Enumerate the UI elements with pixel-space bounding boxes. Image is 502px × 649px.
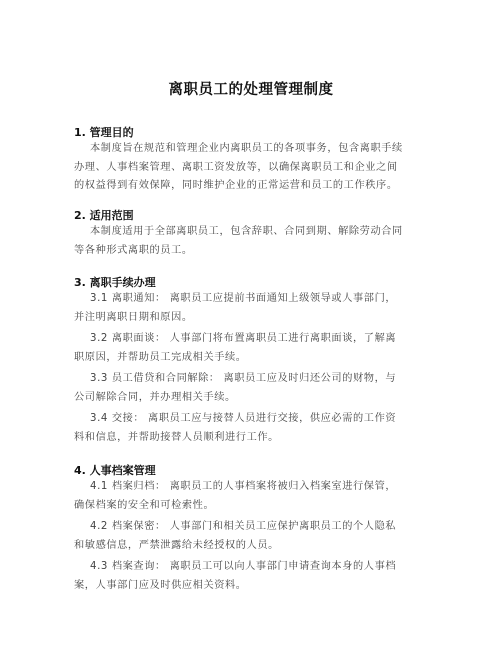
section-heading-scope: 2. 适用范围 (74, 209, 134, 222)
paragraph-exit-interview (74, 330, 430, 367)
paragraph-inquiry (74, 558, 430, 595)
paragraph-line: 3.2 离职面谈： 人事部门将布置离职员工进行离职面谈，了解离 (90, 333, 397, 344)
paragraph-loans-contract (74, 370, 430, 407)
paragraph-line: 案，人事部门应及时供应相关资料。 (74, 579, 247, 591)
paragraph-line: 3.1 离职通知： 离职员工应提前书面通知上级领导或人事部门， (90, 293, 397, 304)
paragraph-line: 4.1 档案归档： 离职员工的人事档案将被归入档案室进行保管， (90, 481, 397, 492)
paragraph-line: 并注明离职日期和原因。 (74, 311, 193, 323)
paragraph-line: 公司解除合同，并办理相关手续。 (74, 391, 236, 403)
paragraph-line: 本制度适用于全部离职员工，包含辞职、合同到期、解除劳动合同 (90, 226, 403, 237)
section-heading-records: 4. 人事档案管理 (74, 464, 156, 477)
paragraph-confidentiality (74, 518, 430, 555)
document-title: 离职员工的处理管理制度 (168, 82, 334, 98)
paragraph-line: 等各种形式离职的员工。 (74, 244, 193, 256)
paragraph-resignation-notice (74, 290, 430, 327)
paragraph-line: 3.4 交接： 离职员工应与接替人员进行交接，供应必需的工作资 (90, 413, 397, 424)
section-heading-procedures: 3. 离职手续办理 (74, 276, 156, 289)
paragraph-line: 3.3 员工借贷和合同解除： 离职员工应及时归还公司的财物，与 (90, 373, 397, 384)
paragraph-line: 4.2 档案保密： 人事部门和相关员工应保护离职员工的个人隐私 (90, 521, 397, 532)
paragraph-line: 的权益得到有效保障，同时维护企业的正常运营和员工的工作秩序。 (74, 180, 398, 191)
paragraph-line: 料和信息，并帮助接替人员顺利进行工作。 (74, 431, 279, 443)
paragraph-purpose (74, 140, 430, 196)
paragraph-line: 职原因，并帮助员工完成相关手续。 (74, 351, 247, 363)
paragraph-line: 和敏感信息，严禁泄露给未经授权的人员。 (74, 539, 279, 551)
paragraph-line: 本制度旨在规范和管理企业内离职员工的各项事务，包含离职手续 (90, 143, 403, 154)
paragraph-line: 4.3 档案查询： 离职员工可以向人事部门申请查询本身的人事档 (90, 561, 397, 572)
paragraph-scope (74, 223, 430, 260)
paragraph-line: 确保档案的安全和可检索性。 (74, 499, 215, 511)
paragraph-handover (74, 410, 430, 447)
paragraph-line: 办理、人事档案管理、离职工资发放等，以确保离职员工和企业之间 (74, 161, 398, 173)
paragraph-archiving (74, 478, 430, 515)
section-heading-purpose: 1. 管理目的 (74, 126, 134, 139)
